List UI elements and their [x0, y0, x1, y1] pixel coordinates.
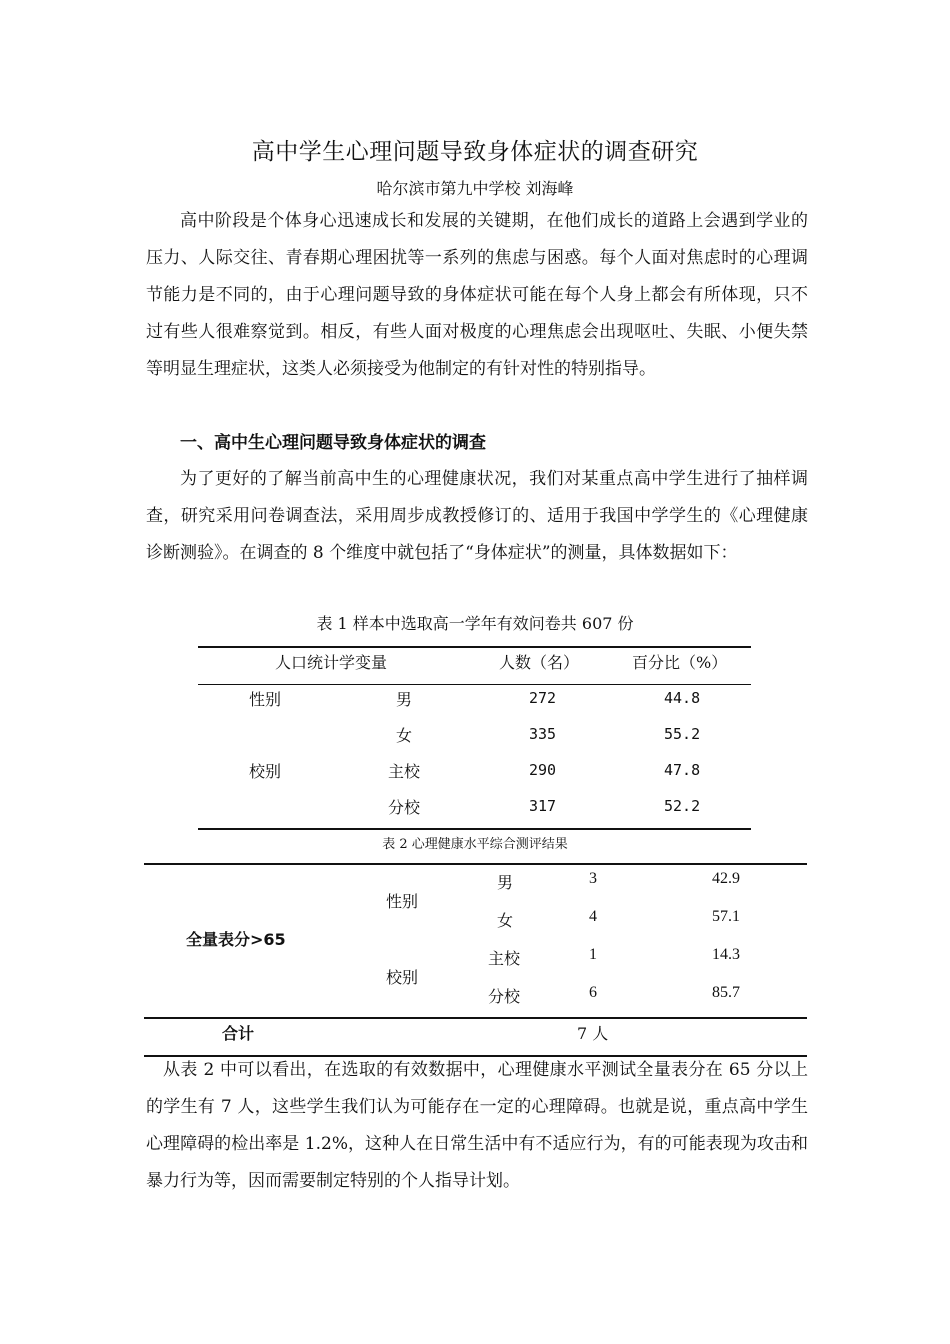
table2-row-count: 4	[589, 908, 597, 925]
table2-row-label: 全量表分>65	[186, 930, 286, 949]
table2-row-percent: 14.3	[712, 946, 740, 963]
table1-row-label: 分校	[388, 798, 421, 817]
table2-row-sublabel: 主校	[488, 949, 521, 968]
table1-row-percent: 44.8	[664, 689, 701, 707]
table2-row-count: 1	[589, 946, 597, 963]
table1-header-variable: 人口统计学变量	[275, 653, 388, 672]
table2-group-school: 校别	[386, 968, 419, 987]
table2-row-count: 6	[589, 984, 597, 1001]
table2-total-rule	[144, 1017, 807, 1019]
author-line: 哈尔滨市第九中学校 刘海峰	[376, 179, 574, 198]
paper-title: 高中学生心理问题导致身体症状的调查研究	[251, 139, 699, 165]
table1-header-count: 人数（名）	[499, 653, 580, 672]
table1-group-school: 校别	[249, 762, 282, 781]
table2-row-sublabel: 男	[497, 873, 514, 892]
table1-row-label: 主校	[388, 762, 421, 781]
table1-row-count: 272	[529, 689, 557, 707]
table1-row-count: 317	[529, 797, 557, 815]
table1-row-count: 290	[529, 761, 557, 779]
table2-row-percent: 57.1	[712, 908, 740, 925]
table2-row-sublabel: 分校	[488, 987, 521, 1006]
table2-row-percent: 85.7	[712, 984, 740, 1001]
table1-bottom-rule	[198, 828, 751, 830]
table1-row-percent: 47.8	[664, 761, 701, 779]
table2-group-gender: 性别	[386, 892, 419, 911]
table1-top-rule	[198, 646, 751, 648]
table2-top-rule	[144, 863, 807, 865]
conclusion-paragraph: 从表 2 中可以看出，在选取的有效数据中，心理健康水平测试全量表分在 65 分以上的学生有 7 人，这些学生我们认为可能存在一定的心理障碍。也就是说，重点高中学生心理障碍的检出率是 1.2%，这种人在日常生活中有不适应行为，有的可能表现为攻击和暴力行为等，因而需要制定特别的个人指导计划。	[146, 1060, 808, 1191]
table2-row-sublabel: 女	[497, 911, 514, 930]
section-heading: 一、高中生心理问题导致身体症状的调查	[180, 433, 486, 453]
table2-total-label: 合计	[222, 1024, 255, 1043]
table1-group-gender: 性别	[249, 690, 282, 709]
table1-row-count: 335	[529, 725, 557, 743]
table1-header-rule	[198, 684, 751, 685]
table2-row-count: 3	[589, 870, 597, 887]
table1-row-label: 男	[396, 690, 413, 709]
table2-total-value: 7 人	[577, 1024, 609, 1043]
table1-row-label: 女	[396, 726, 413, 745]
table2-caption: 表 2 心理健康水平综合测评结果	[382, 837, 568, 852]
table1-row-percent: 55.2	[664, 725, 701, 743]
table2-row-percent: 42.9	[712, 870, 740, 887]
table1-row-percent: 52.2	[664, 797, 701, 815]
survey-paragraph: 为了更好的了解当前高中生的心理健康状况，我们对某重点高中学生进行了抽样调查，研究采用问卷调查法，采用周步成教授修订的、适用于我国中学学生的《心理健康诊断测验》。在调查的 8 个维度中就包括了“身体症状”的测量，具体数据如下：	[146, 469, 808, 563]
table1-header-percent: 百分比（%）	[632, 653, 728, 672]
table1-caption: 表 1 样本中选取高一学年有效问卷共 607 份	[316, 614, 634, 633]
intro-paragraph: 高中阶段是个体身心迅速成长和发展的关键期，在他们成长的道路上会遇到学业的压力、人际交往、青春期心理困扰等一系列的焦虑与困惑。每个人面对焦虑时的心理调节能力是不同的，由于心理问题导致的身体症状可能在每个人身上都会有所体现，只不过有些人很难察觉到。相反，有些人面对极度的心理焦虑会出现呕吐、失眠、小便失禁等明显生理症状，这类人必须接受为他制定的有针对性的特别指导。	[146, 211, 808, 379]
